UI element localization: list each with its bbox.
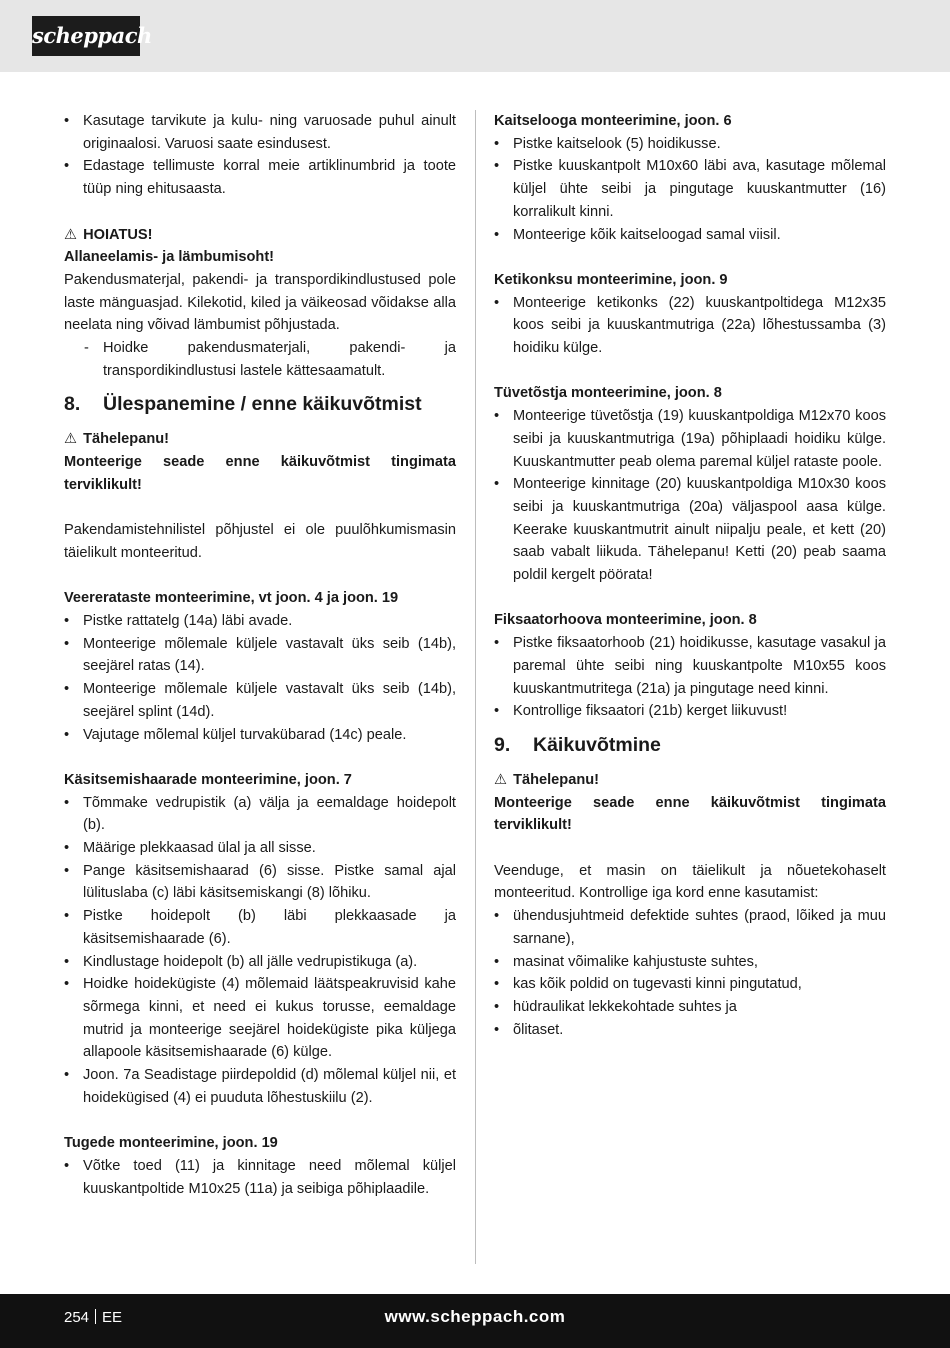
warning-text: Pakendusmaterjal, pakendi- ja transpordikindlustused pole laste mänguasjad. Kilekotid, kiled ja väikeosad võidakse alla neelata ning võivad lämbumist põhjustada.	[64, 271, 456, 334]
attention-text: Monteerige seade enne käikuvõtmist tingimata terviklikult!	[64, 454, 456, 493]
pusher-title: Tüvetõstja monteerimine, joon. 8	[494, 385, 722, 402]
check-list	[494, 905, 886, 1041]
attention-text: Monteerige seade enne käikuvõtmist tingimata terviklikult!	[494, 794, 886, 834]
section-title: Käikuvõtmine	[533, 733, 661, 756]
list-item: • Määrige plekkaasad ülal ja all sisse.	[64, 837, 456, 860]
list-item: • Kasutage tarvikute ja kulu- ning varuosade puhul ainult originaalosi. Varuosi saate esindusest.	[64, 110, 456, 155]
page-number: 254	[64, 1309, 90, 1326]
attention-heading	[494, 769, 886, 792]
list-item: • kas kõik poldid on tugevasti kinni pingutatud,	[494, 973, 886, 996]
list-item: • Võtke toed (11) ja kinnitage need mõlemal küljel kuuskantpoltide M10x25 (11a) ja seibiga põhiplaadile.	[64, 1155, 456, 1200]
supports-title: Tugede monteerimine, joon. 19	[64, 1135, 278, 1152]
attention-title: Tähelepanu!	[83, 431, 170, 448]
list-item: • Kindlustage hoidepolt (b) all jälle vedrupistikuga (a).	[64, 951, 456, 974]
handles-title: Käsitsemishaarade monteerimine, joon. 7	[64, 771, 352, 788]
section-number: 8.	[64, 393, 81, 416]
section-title: Ülespanemine / enne käikuvõtmist	[103, 393, 422, 416]
warning-title: HOIATUS!	[83, 226, 153, 243]
scheppach-logo	[32, 16, 152, 56]
guard-list	[494, 133, 886, 247]
list-item: • Joon. 7a Seadistage piirdepoldid (d) mõlemal küljel nii, et hoidekügised (4) ei puuduta lõhestuskiilu (2).	[64, 1064, 456, 1109]
list-item: • masinat võimalike kahjustuste suhtes,	[494, 951, 886, 974]
warning-triangle-icon: ⚠	[64, 431, 78, 448]
right-column	[494, 110, 886, 1041]
lever-title: Fiksaatorhoova monteerimine, joon. 8	[494, 612, 757, 629]
warning-subtitle: Allaneelamis- ja lämbumisoht!	[64, 249, 275, 266]
list-item: • Vajutage mõlemal küljel turvakübarad (14c) peale.	[64, 724, 456, 747]
website-url[interactable]: www.scheppach.com	[384, 1307, 566, 1326]
hook-title: Ketikonksu monteerimine, joon. 9	[494, 271, 728, 288]
list-item: • Pistke rattatelg (14a) läbi avade.	[64, 610, 456, 633]
section-9-heading	[494, 731, 886, 759]
list-item: • Monteerige kinnitage (20) kuuskantpoldiga M10x30 koos seibi ja kuuskantmutriga (20a) väljaspool aasa külge. Keerake kuuskantmutrit ainult niipalju peale, et kett (20) saab vabalt liikuda. Tähelepanu! Ketti (20) peab saama poldil kergelt pöörata!	[494, 473, 886, 587]
page-footer	[0, 1294, 950, 1348]
page-header	[0, 0, 950, 72]
logo-text: scheppach	[32, 23, 152, 48]
list-item: • Monteerige mõlemale küljele vastavalt üks seib (14b), seejärel splint (14d).	[64, 678, 456, 723]
language-code: EE	[102, 1309, 123, 1326]
list-item: • Monteerige ketikonks (22) kuuskantpoltidega M12x35 koos seibi ja kuuskantmutriga (22a) lõhestussamba (3) hoidiku külge.	[494, 292, 886, 360]
pusher-list	[494, 405, 886, 587]
attention-title: Tähelepanu!	[513, 771, 600, 788]
list-item: • Monteerige mõlemale küljele vastavalt üks seib (14b), seejärel ratas (14).	[64, 633, 456, 678]
list-item: • ühendusjuhtmeid defektide suhtes (praod, lõiked ja muu sarnane),	[494, 905, 886, 950]
column-divider	[475, 110, 476, 1264]
list-item: • Monteerige tüvetõstja (19) kuuskantpoldiga M12x70 koos seibi ja kuuskantmutriga (19a) põhiplaadi hoidiku külge. Kuuskantmutter peab olema paremal küljel rataste poole.	[494, 405, 886, 473]
list-item: • Pange käsitsemishaarad (6) sisse. Pistke samal ajal lülituslaba (c) läbi käsitsemiskangi (8) lõhiku.	[64, 860, 456, 905]
list-item: • hüdraulikat lekkekohtade suhtes ja	[494, 996, 886, 1019]
left-column	[64, 110, 456, 1200]
attention-heading	[64, 428, 456, 451]
list-item: • Monteerige kõik kaitseloogad samal viisil.	[494, 224, 886, 247]
guard-title: Kaitselooga monteerimine, joon. 6	[494, 113, 732, 129]
lever-list	[494, 632, 886, 723]
list-item: - Hoidke pakendusmaterjali, pakendi- ja transpordikindlustusi lastele kättesaamatult.	[84, 337, 456, 382]
packaging-text: Pakendamistehnilistel põhjustel ei ole puulõhkumismasin täielikult monteeritud.	[64, 522, 456, 561]
warning-triangle-icon: ⚠	[494, 771, 508, 788]
supports-list	[64, 1155, 456, 1200]
list-item: • Pistke hoidepolt (b) läbi plekkaasade ja käsitsemishaarade (6).	[64, 905, 456, 950]
section-number: 9.	[494, 733, 511, 756]
list-item: • Kontrollige fiksaatori (21b) kerget liikuvust!	[494, 700, 886, 723]
list-item: • õlitaset.	[494, 1019, 886, 1042]
intro-list	[64, 110, 456, 201]
list-item: • Pistke fiksaatorhoob (21) hoidikusse, kasutage vasakul ja paremal ühte seibi ning kuuskantpolte M10x55 koos kuuskantmutritega (21a) ja pingutage need kinni.	[494, 632, 886, 700]
list-item: • Pistke kaitselook (5) hoidikusse.	[494, 133, 886, 156]
warning-heading	[64, 224, 456, 247]
warning-triangle-icon: ⚠	[64, 226, 78, 243]
list-item: • Hoidke hoidekügiste (4) mõlemaid läätspeakruvisid kahe sõrmega kinni, et need ei kukus torusse, eemaldage mutrid ja monteerige seejärel hoidekügiste pika küljega allapoole käsitsemishaarade (6) külge.	[64, 973, 456, 1064]
wheels-list	[64, 610, 456, 746]
warning-dash-list	[64, 337, 456, 382]
check-text: Veenduge, et masin on täielikult ja nõuetekohaselt monteeritud. Kontrollige iga kord enne kasutamist:	[494, 862, 886, 902]
hook-list	[494, 292, 886, 360]
handles-list	[64, 792, 456, 1110]
list-item: • Pistke kuuskantpolt M10x60 läbi ava, kasutage mõlemal küljel ühte seibi ja pingutage kuuskantmutter (16) korralikult kinni.	[494, 155, 886, 223]
list-item: • Tõmmake vedrupistik (a) välja ja eemaldage hoidepolt (b).	[64, 792, 456, 837]
section-8-heading	[64, 390, 456, 418]
wheels-title: Veererataste monteerimine, vt joon. 4 ja joon. 19	[64, 590, 399, 607]
list-item: • Edastage tellimuste korral meie artiklinumbrid ja toote tüüp ning ehitusaasta.	[64, 155, 456, 200]
